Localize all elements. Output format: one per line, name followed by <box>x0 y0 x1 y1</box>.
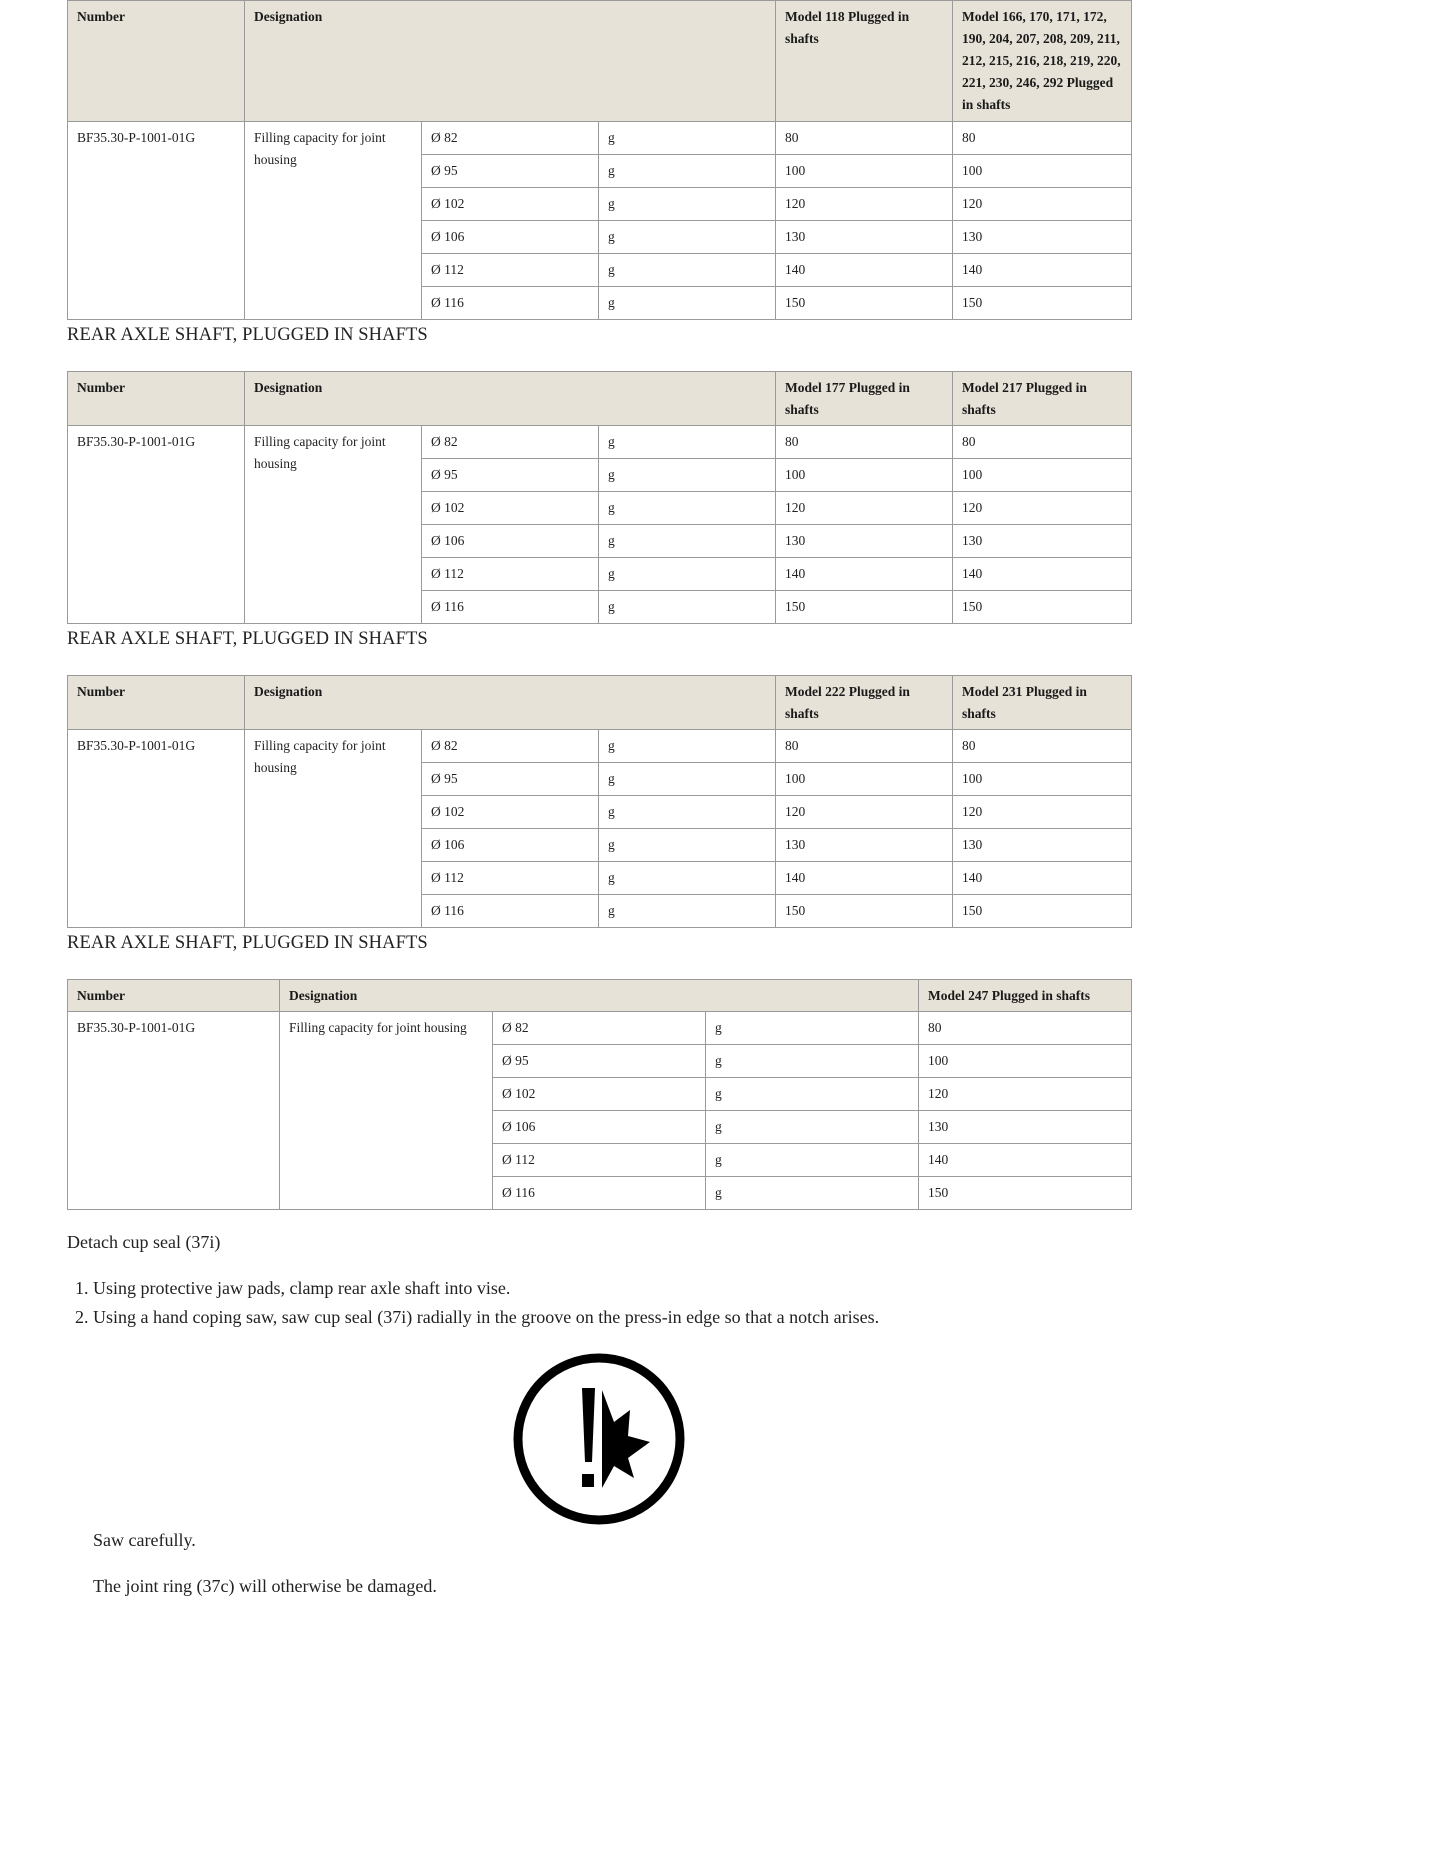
warning-line: Saw carefully. <box>93 1530 196 1550</box>
header-number: Number <box>68 980 280 1012</box>
value-cell: 80 <box>776 426 953 459</box>
unit-cell: g <box>706 1177 919 1210</box>
header-number: Number <box>68 676 245 730</box>
value-cell: 80 <box>953 122 1132 155</box>
unit-cell: g <box>599 188 776 221</box>
diameter-cell: Ø 116 <box>422 287 599 320</box>
filling-capacity-table-4 <box>67 979 1132 1210</box>
unit-cell: g <box>706 1012 919 1045</box>
header-model: Model 222 Plugged in shafts <box>776 676 953 730</box>
caution-exclamation-icon <box>510 1350 688 1528</box>
diameter-cell: Ø 95 <box>422 155 599 188</box>
filling-capacity-table-3 <box>67 675 1132 928</box>
value-cell: 150 <box>953 287 1132 320</box>
diameter-cell: Ø 82 <box>493 1012 706 1045</box>
diameter-cell: Ø 112 <box>422 254 599 287</box>
warning-note <box>93 1528 1131 1598</box>
diameter-cell: Ø 102 <box>422 188 599 221</box>
unit-cell: g <box>599 155 776 188</box>
value-cell: 100 <box>776 459 953 492</box>
unit-cell: g <box>599 796 776 829</box>
value-cell: 120 <box>776 188 953 221</box>
unit-cell: g <box>599 525 776 558</box>
value-cell: 100 <box>776 155 953 188</box>
diameter-cell: Ø 116 <box>493 1177 706 1210</box>
value-cell: 130 <box>776 525 953 558</box>
value-cell: 140 <box>953 558 1132 591</box>
diameter-cell: Ø 95 <box>493 1045 706 1078</box>
value-cell: 150 <box>776 591 953 624</box>
unit-cell: g <box>599 287 776 320</box>
value-cell: 80 <box>953 730 1132 763</box>
value-cell: 140 <box>776 558 953 591</box>
header-model: Model 231 Plugged in shafts <box>953 676 1132 730</box>
value-cell: 140 <box>953 254 1132 287</box>
value-cell: 120 <box>953 188 1132 221</box>
designation-text: Filling capacity for joint housing <box>245 122 422 320</box>
diameter-cell: Ø 102 <box>493 1078 706 1111</box>
value-cell: 120 <box>953 796 1132 829</box>
unit-cell: g <box>599 829 776 862</box>
filling-capacity-table-2 <box>67 371 1132 624</box>
value-cell: 130 <box>953 829 1132 862</box>
diameter-cell: Ø 95 <box>422 459 599 492</box>
header-number: Number <box>68 372 245 426</box>
diameter-cell: Ø 82 <box>422 730 599 763</box>
value-cell: 100 <box>919 1045 1132 1078</box>
warning-line: The joint ring (37c) will otherwise be damaged. <box>93 1576 437 1596</box>
unit-cell: g <box>599 558 776 591</box>
section-title: REAR AXLE SHAFT, PLUGGED IN SHAFTS <box>67 325 428 345</box>
diameter-cell: Ø 102 <box>422 492 599 525</box>
diameter-cell: Ø 102 <box>422 796 599 829</box>
value-cell: 130 <box>776 829 953 862</box>
part-number: BF35.30-P-1001-01G <box>68 1012 280 1210</box>
value-cell: 80 <box>953 426 1132 459</box>
designation-text: Filling capacity for joint housing <box>280 1012 493 1210</box>
unit-cell: g <box>706 1078 919 1111</box>
step-heading: Detach cup seal (37i) <box>67 1232 221 1252</box>
value-cell: 130 <box>953 525 1132 558</box>
value-cell: 130 <box>919 1111 1132 1144</box>
part-number: BF35.30-P-1001-01G <box>68 122 245 320</box>
diameter-cell: Ø 112 <box>422 862 599 895</box>
instruction-step: 2. Using a hand coping saw, saw cup seal (37i) radially in the groove on the press-in edge so that a notch arises. <box>93 1303 1131 1332</box>
unit-cell: g <box>706 1144 919 1177</box>
value-cell: 140 <box>953 862 1132 895</box>
value-cell: 150 <box>919 1177 1132 1210</box>
value-cell: 130 <box>776 221 953 254</box>
part-number: BF35.30-P-1001-01G <box>68 426 245 624</box>
part-number: BF35.30-P-1001-01G <box>68 730 245 928</box>
value-cell: 100 <box>953 459 1132 492</box>
value-cell: 150 <box>776 895 953 928</box>
unit-cell: g <box>599 591 776 624</box>
header-model: Model 166, 170, 171, 172, 190, 204, 207, 208, 209, 211, 212, 215, 216, 218, 219, 220, 221, 230, 246, 292 Plugged in shafts <box>953 1 1132 122</box>
header-designation: Designation <box>245 1 776 122</box>
header-designation: Designation <box>245 372 776 426</box>
diameter-cell: Ø 116 <box>422 895 599 928</box>
filling-capacity-table-1 <box>67 0 1132 320</box>
designation-text: Filling capacity for joint housing <box>245 426 422 624</box>
unit-cell: g <box>599 862 776 895</box>
value-cell: 100 <box>953 155 1132 188</box>
value-cell: 130 <box>953 221 1132 254</box>
value-cell: 140 <box>919 1144 1132 1177</box>
header-number: Number <box>68 1 245 122</box>
value-cell: 100 <box>776 763 953 796</box>
value-cell: 120 <box>776 796 953 829</box>
value-cell: 150 <box>776 287 953 320</box>
diameter-cell: Ø 106 <box>422 525 599 558</box>
value-cell: 150 <box>953 895 1132 928</box>
diameter-cell: Ø 106 <box>422 829 599 862</box>
value-cell: 140 <box>776 862 953 895</box>
diameter-cell: Ø 106 <box>422 221 599 254</box>
diameter-cell: Ø 116 <box>422 591 599 624</box>
diameter-cell: Ø 82 <box>422 426 599 459</box>
value-cell: 80 <box>776 730 953 763</box>
header-model: Model 118 Plugged in shafts <box>776 1 953 122</box>
unit-cell: g <box>599 221 776 254</box>
header-model: Model 217 Plugged in shafts <box>953 372 1132 426</box>
value-cell: 100 <box>953 763 1132 796</box>
unit-cell: g <box>599 254 776 287</box>
diameter-cell: Ø 95 <box>422 763 599 796</box>
unit-cell: g <box>599 763 776 796</box>
diameter-cell: Ø 112 <box>422 558 599 591</box>
value-cell: 120 <box>953 492 1132 525</box>
section-title: REAR AXLE SHAFT, PLUGGED IN SHAFTS <box>67 629 428 649</box>
header-designation: Designation <box>280 980 919 1012</box>
value-cell: 80 <box>919 1012 1132 1045</box>
unit-cell: g <box>599 895 776 928</box>
header-model: Model 177 Plugged in shafts <box>776 372 953 426</box>
unit-cell: g <box>599 492 776 525</box>
unit-cell: g <box>599 122 776 155</box>
value-cell: 120 <box>776 492 953 525</box>
unit-cell: g <box>599 730 776 763</box>
instruction-list <box>67 1274 1131 1332</box>
diameter-cell: Ø 82 <box>422 122 599 155</box>
designation-text: Filling capacity for joint housing <box>245 730 422 928</box>
value-cell: 120 <box>919 1078 1132 1111</box>
unit-cell: g <box>706 1045 919 1078</box>
value-cell: 140 <box>776 254 953 287</box>
instruction-step: 1. Using protective jaw pads, clamp rear axle shaft into vise. <box>93 1274 1131 1303</box>
unit-cell: g <box>599 459 776 492</box>
value-cell: 150 <box>953 591 1132 624</box>
diameter-cell: Ø 112 <box>493 1144 706 1177</box>
unit-cell: g <box>706 1111 919 1144</box>
header-model: Model 247 Plugged in shafts <box>919 980 1132 1012</box>
header-designation: Designation <box>245 676 776 730</box>
section-title: REAR AXLE SHAFT, PLUGGED IN SHAFTS <box>67 933 428 953</box>
diameter-cell: Ø 106 <box>493 1111 706 1144</box>
document-body <box>67 0 1131 1620</box>
value-cell: 80 <box>776 122 953 155</box>
unit-cell: g <box>599 426 776 459</box>
